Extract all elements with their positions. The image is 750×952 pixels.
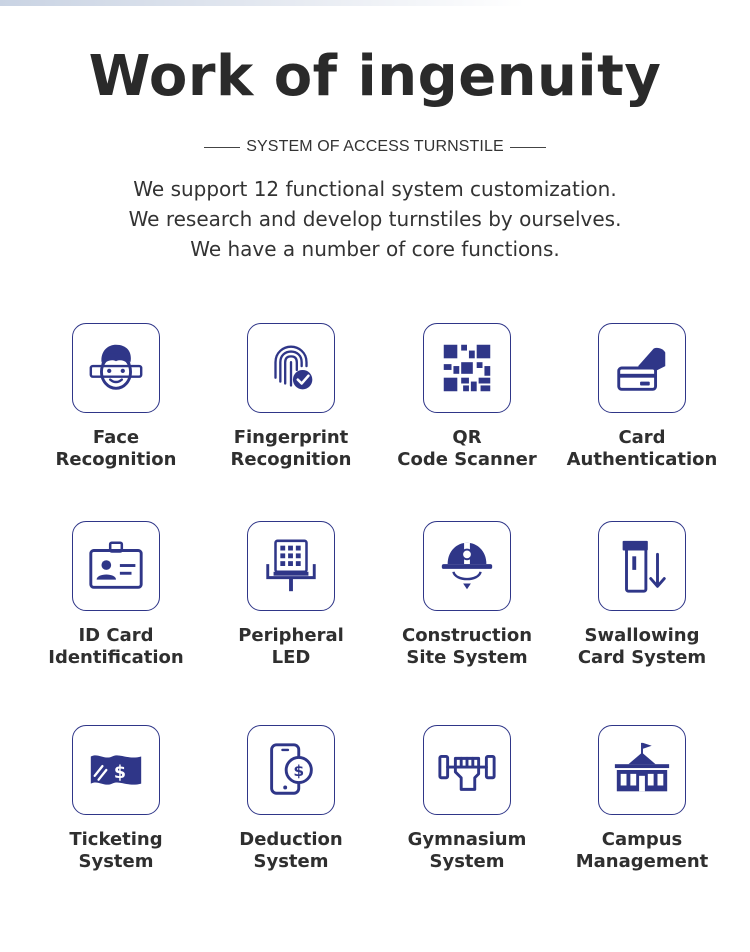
feature-label — [554, 427, 730, 471]
feature-swallowing-card-system — [554, 521, 730, 669]
feature-label — [554, 829, 730, 873]
feature-label-line: Card — [618, 427, 666, 448]
feature-label-line: Fingerprint — [233, 427, 349, 448]
feature-label-line: Gymnasium — [407, 829, 527, 850]
led-panel-icon — [260, 535, 322, 597]
feature-icon-box — [72, 725, 160, 815]
campus-building-icon — [611, 739, 673, 801]
feature-icon-box — [247, 521, 335, 611]
feature-label — [203, 829, 379, 873]
description — [0, 174, 750, 264]
feature-label-line: Site System — [406, 647, 528, 668]
face-icon — [85, 337, 147, 399]
feature-icon-box — [598, 725, 686, 815]
feature-label — [554, 625, 730, 669]
feature-campus-management — [554, 725, 730, 873]
feature-label-line: Code Scanner — [397, 449, 537, 470]
feature-label — [203, 625, 379, 669]
svg-text:$: $ — [293, 761, 305, 780]
svg-text:$: $ — [113, 762, 126, 783]
dumbbell-fist-icon — [436, 739, 498, 801]
feature-label — [379, 427, 555, 471]
qr-code-icon — [436, 337, 498, 399]
feature-label — [203, 427, 379, 471]
feature-icon-box — [247, 725, 335, 815]
feature-face-recognition — [28, 323, 204, 471]
feature-deduction-system — [203, 725, 379, 873]
subtitle-left-rule — [204, 147, 240, 148]
fingerprint-icon — [260, 337, 322, 399]
feature-label — [379, 625, 555, 669]
feature-label-line: Campus — [601, 829, 683, 850]
feature-label-line: Card System — [577, 647, 707, 668]
feature-label-line: Ticketing — [69, 829, 163, 850]
description-line: We research and develop turnstiles by ourselves. — [128, 207, 622, 231]
feature-label-line: Face — [92, 427, 140, 448]
feature-icon-box — [72, 521, 160, 611]
feature-label-line: Identification — [48, 647, 184, 668]
feature-label-line: Peripheral — [238, 625, 344, 646]
feature-label-line: System — [429, 851, 505, 872]
feature-label-line: Recognition — [230, 449, 352, 470]
top-banner-strip — [0, 0, 750, 6]
feature-fingerprint-recognition — [203, 323, 379, 471]
feature-icon-box — [423, 521, 511, 611]
feature-label-line: QR — [452, 427, 482, 448]
phone-payment-icon — [260, 739, 322, 801]
feature-label-line: Construction — [401, 625, 533, 646]
feature-label-line: Management — [575, 851, 709, 872]
feature-icon-box — [247, 323, 335, 413]
description-line: We support 12 functional system customization. — [133, 177, 617, 201]
feature-icon-box — [423, 323, 511, 413]
feature-label-line: Swallowing — [584, 625, 700, 646]
feature-label-line: ID Card — [78, 625, 154, 646]
feature-label-line: Deduction — [239, 829, 343, 850]
helmet-icon — [436, 535, 498, 597]
feature-ticketing-system — [28, 725, 204, 873]
feature-label — [379, 829, 555, 873]
feature-label-line: LED — [271, 647, 311, 668]
id-card-icon — [85, 535, 147, 597]
page-title: Work of ingenuity — [88, 44, 662, 109]
feature-peripheral-led — [203, 521, 379, 669]
feature-icon-box — [598, 521, 686, 611]
feature-label-line: System — [253, 851, 329, 872]
card-slot-icon — [611, 535, 673, 597]
feature-id-card-identification — [28, 521, 204, 669]
feature-icon-box — [72, 323, 160, 413]
feature-label-line: Recognition — [55, 449, 177, 470]
feature-card-authentication — [554, 323, 730, 471]
feature-icon-box — [598, 323, 686, 413]
card-hand-icon — [611, 337, 673, 399]
feature-gymnasium-system — [379, 725, 555, 873]
section-subtitle — [0, 138, 750, 156]
feature-icon-box — [423, 725, 511, 815]
description-line: We have a number of core functions. — [190, 237, 560, 261]
feature-construction-site-system — [379, 521, 555, 669]
feature-label — [28, 829, 204, 873]
feature-label — [28, 427, 204, 471]
feature-label — [28, 625, 204, 669]
feature-label-line: Authentication — [566, 449, 718, 470]
subtitle-right-rule — [510, 147, 546, 148]
feature-label-line: System — [78, 851, 154, 872]
feature-qr-code-scanner — [379, 323, 555, 471]
ticket-icon — [85, 739, 147, 801]
subtitle-text: SYSTEM OF ACCESS TURNSTILE — [246, 138, 504, 155]
